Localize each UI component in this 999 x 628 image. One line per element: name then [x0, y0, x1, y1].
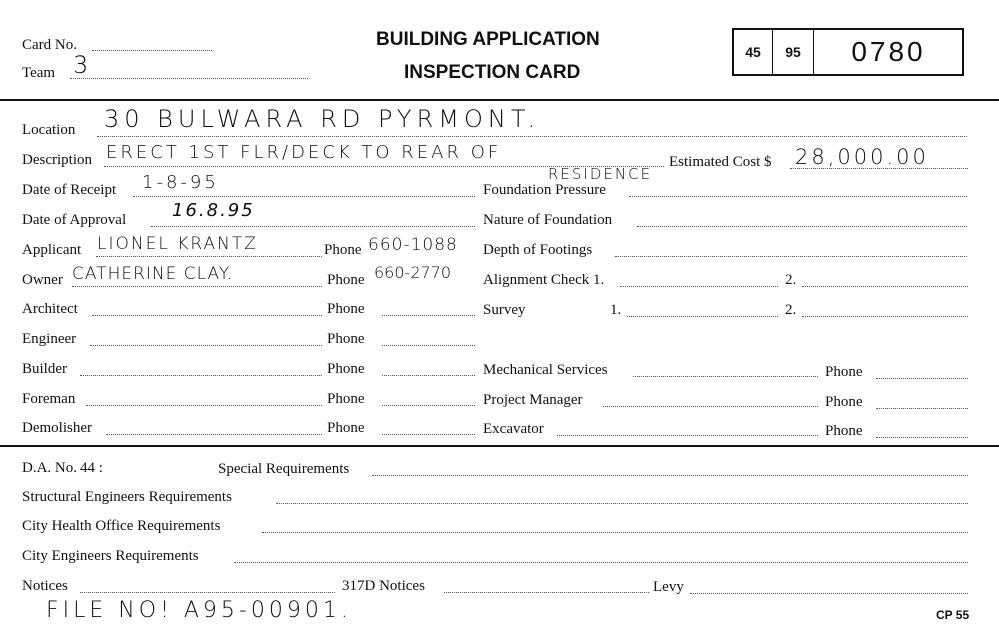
notices-317d-field[interactable] [444, 592, 649, 593]
file-number: FILE NO! A95-00901. [46, 598, 352, 623]
project-manager-label: Project Manager [483, 392, 583, 408]
mechanical-phone-label: Phone [825, 364, 863, 380]
nature-of-foundation-field[interactable] [637, 226, 967, 227]
project-manager-phone-field[interactable] [876, 408, 968, 409]
box-a: 45 [734, 30, 773, 74]
team-value: 3 [73, 51, 91, 79]
engineer-label: Engineer [22, 331, 77, 347]
structural-requirements-field[interactable] [276, 503, 968, 504]
notices-317d-label: 317D Notices [342, 578, 425, 594]
excavator-phone-label: Phone [825, 423, 863, 439]
excavator-phone-field[interactable] [876, 437, 968, 438]
depth-of-footings-field[interactable] [615, 256, 967, 257]
applicant-phone-value: 660-1088 [368, 235, 458, 255]
estimated-cost-label: Estimated Cost $ [669, 154, 772, 170]
builder-phone-field[interactable] [382, 375, 475, 376]
survey-2-label: 2. [785, 302, 797, 318]
engineers-requirements-label: City Engineers Requirements [22, 548, 199, 564]
card-number: 0780 [851, 36, 926, 67]
alignment-check-2-label: 2. [785, 272, 797, 288]
demolisher-phone-field[interactable] [382, 434, 475, 435]
foundation-pressure-field[interactable] [629, 196, 967, 197]
mechanical-phone-field[interactable] [876, 378, 968, 379]
notices-label: Notices [22, 578, 68, 594]
header-divider [0, 99, 999, 101]
architect-phone-label: Phone [327, 301, 365, 317]
description-label: Description [22, 152, 92, 168]
structural-requirements-label: Structural Engineers Requirements [22, 489, 232, 505]
date-of-receipt-field[interactable] [133, 196, 475, 197]
foreman-label: Foreman [22, 391, 76, 407]
architect-field[interactable] [92, 315, 322, 316]
notices-field[interactable] [80, 592, 335, 593]
form-title-line2: INSPECTION CARD [404, 62, 581, 83]
date-of-approval-value: 16.8.95 [172, 200, 255, 221]
survey-2-field[interactable] [802, 316, 968, 317]
description-value-2: RESIDENCE [548, 165, 653, 183]
section-divider [0, 445, 999, 447]
date-of-receipt-value: 1-8-95 [142, 172, 219, 193]
special-requirements-field[interactable] [372, 475, 968, 476]
architect-label: Architect [22, 301, 78, 317]
card-no-label: Card No. [22, 37, 77, 53]
survey-1-label: 1. [610, 302, 622, 318]
mechanical-services-label: Mechanical Services [483, 362, 608, 378]
foreman-phone-label: Phone [327, 391, 365, 407]
da-no-value: 44 : [80, 460, 103, 476]
alignment-check-label: Alignment Check 1. [483, 272, 605, 288]
applicant-field[interactable] [96, 256, 322, 257]
builder-phone-label: Phone [327, 361, 365, 377]
applicant-label: Applicant [22, 242, 82, 258]
form-title-line1: BUILDING APPLICATION [376, 29, 600, 50]
architect-phone-field[interactable] [382, 315, 475, 316]
mechanical-services-field[interactable] [633, 376, 818, 377]
foundation-pressure-label: Foundation Pressure [483, 182, 606, 198]
depth-of-footings-label: Depth of Footings [483, 242, 593, 258]
builder-field[interactable] [80, 375, 322, 376]
location-field[interactable] [97, 136, 967, 137]
health-requirements-label: City Health Office Requirements [22, 518, 221, 534]
alignment-check-1-field[interactable] [620, 286, 778, 287]
form-code: CP 55 [936, 608, 970, 622]
project-manager-phone-label: Phone [825, 394, 863, 410]
project-manager-field[interactable] [603, 406, 818, 407]
engineer-phone-field[interactable] [382, 345, 475, 346]
box-b: 95 [773, 30, 814, 74]
engineers-requirements-field[interactable] [234, 562, 968, 563]
alignment-check-2-field[interactable] [802, 286, 968, 287]
nature-of-foundation-label: Nature of Foundation [483, 212, 613, 228]
levy-label: Levy [653, 579, 684, 595]
special-requirements-label: Special Requirements [218, 461, 350, 477]
description-value: ERECT 1ST FLR/DECK TO REAR OF [106, 142, 502, 163]
team-label: Team [22, 65, 56, 81]
owner-field[interactable] [72, 286, 322, 287]
card-no-field[interactable] [92, 50, 212, 51]
survey-label: Survey [483, 302, 526, 318]
owner-label: Owner [22, 272, 63, 288]
survey-1-field[interactable] [627, 316, 778, 317]
team-field[interactable] [70, 78, 308, 79]
owner-value: CATHERINE CLAY. [72, 264, 234, 284]
builder-label: Builder [22, 361, 67, 377]
levy-field[interactable] [690, 593, 968, 594]
location-value: 30 BULWARA RD PYRMONT. [104, 105, 541, 133]
excavator-label: Excavator [483, 421, 544, 437]
date-of-approval-field[interactable] [151, 226, 475, 227]
foreman-field[interactable] [86, 405, 322, 406]
demolisher-label: Demolisher [22, 420, 92, 436]
engineer-field[interactable] [90, 345, 322, 346]
health-requirements-field[interactable] [262, 532, 968, 533]
applicant-value: LIONEL KRANTZ [97, 234, 258, 254]
applicant-phone-label: Phone [324, 242, 362, 258]
owner-phone-label: Phone [327, 272, 365, 288]
foreman-phone-field[interactable] [382, 405, 475, 406]
demolisher-field[interactable] [106, 434, 322, 435]
date-of-receipt-label: Date of Receipt [22, 182, 117, 198]
estimated-cost-value: 28,000.00 [795, 145, 929, 169]
da-no-label: D.A. No. [22, 460, 77, 476]
excavator-field[interactable] [557, 435, 818, 436]
location-label: Location [22, 122, 76, 138]
card-number-box [732, 28, 964, 76]
date-of-approval-label: Date of Approval [22, 212, 127, 228]
demolisher-phone-label: Phone [327, 420, 365, 436]
engineer-phone-label: Phone [327, 331, 365, 347]
owner-phone-value: 660-2770 [374, 263, 452, 282]
